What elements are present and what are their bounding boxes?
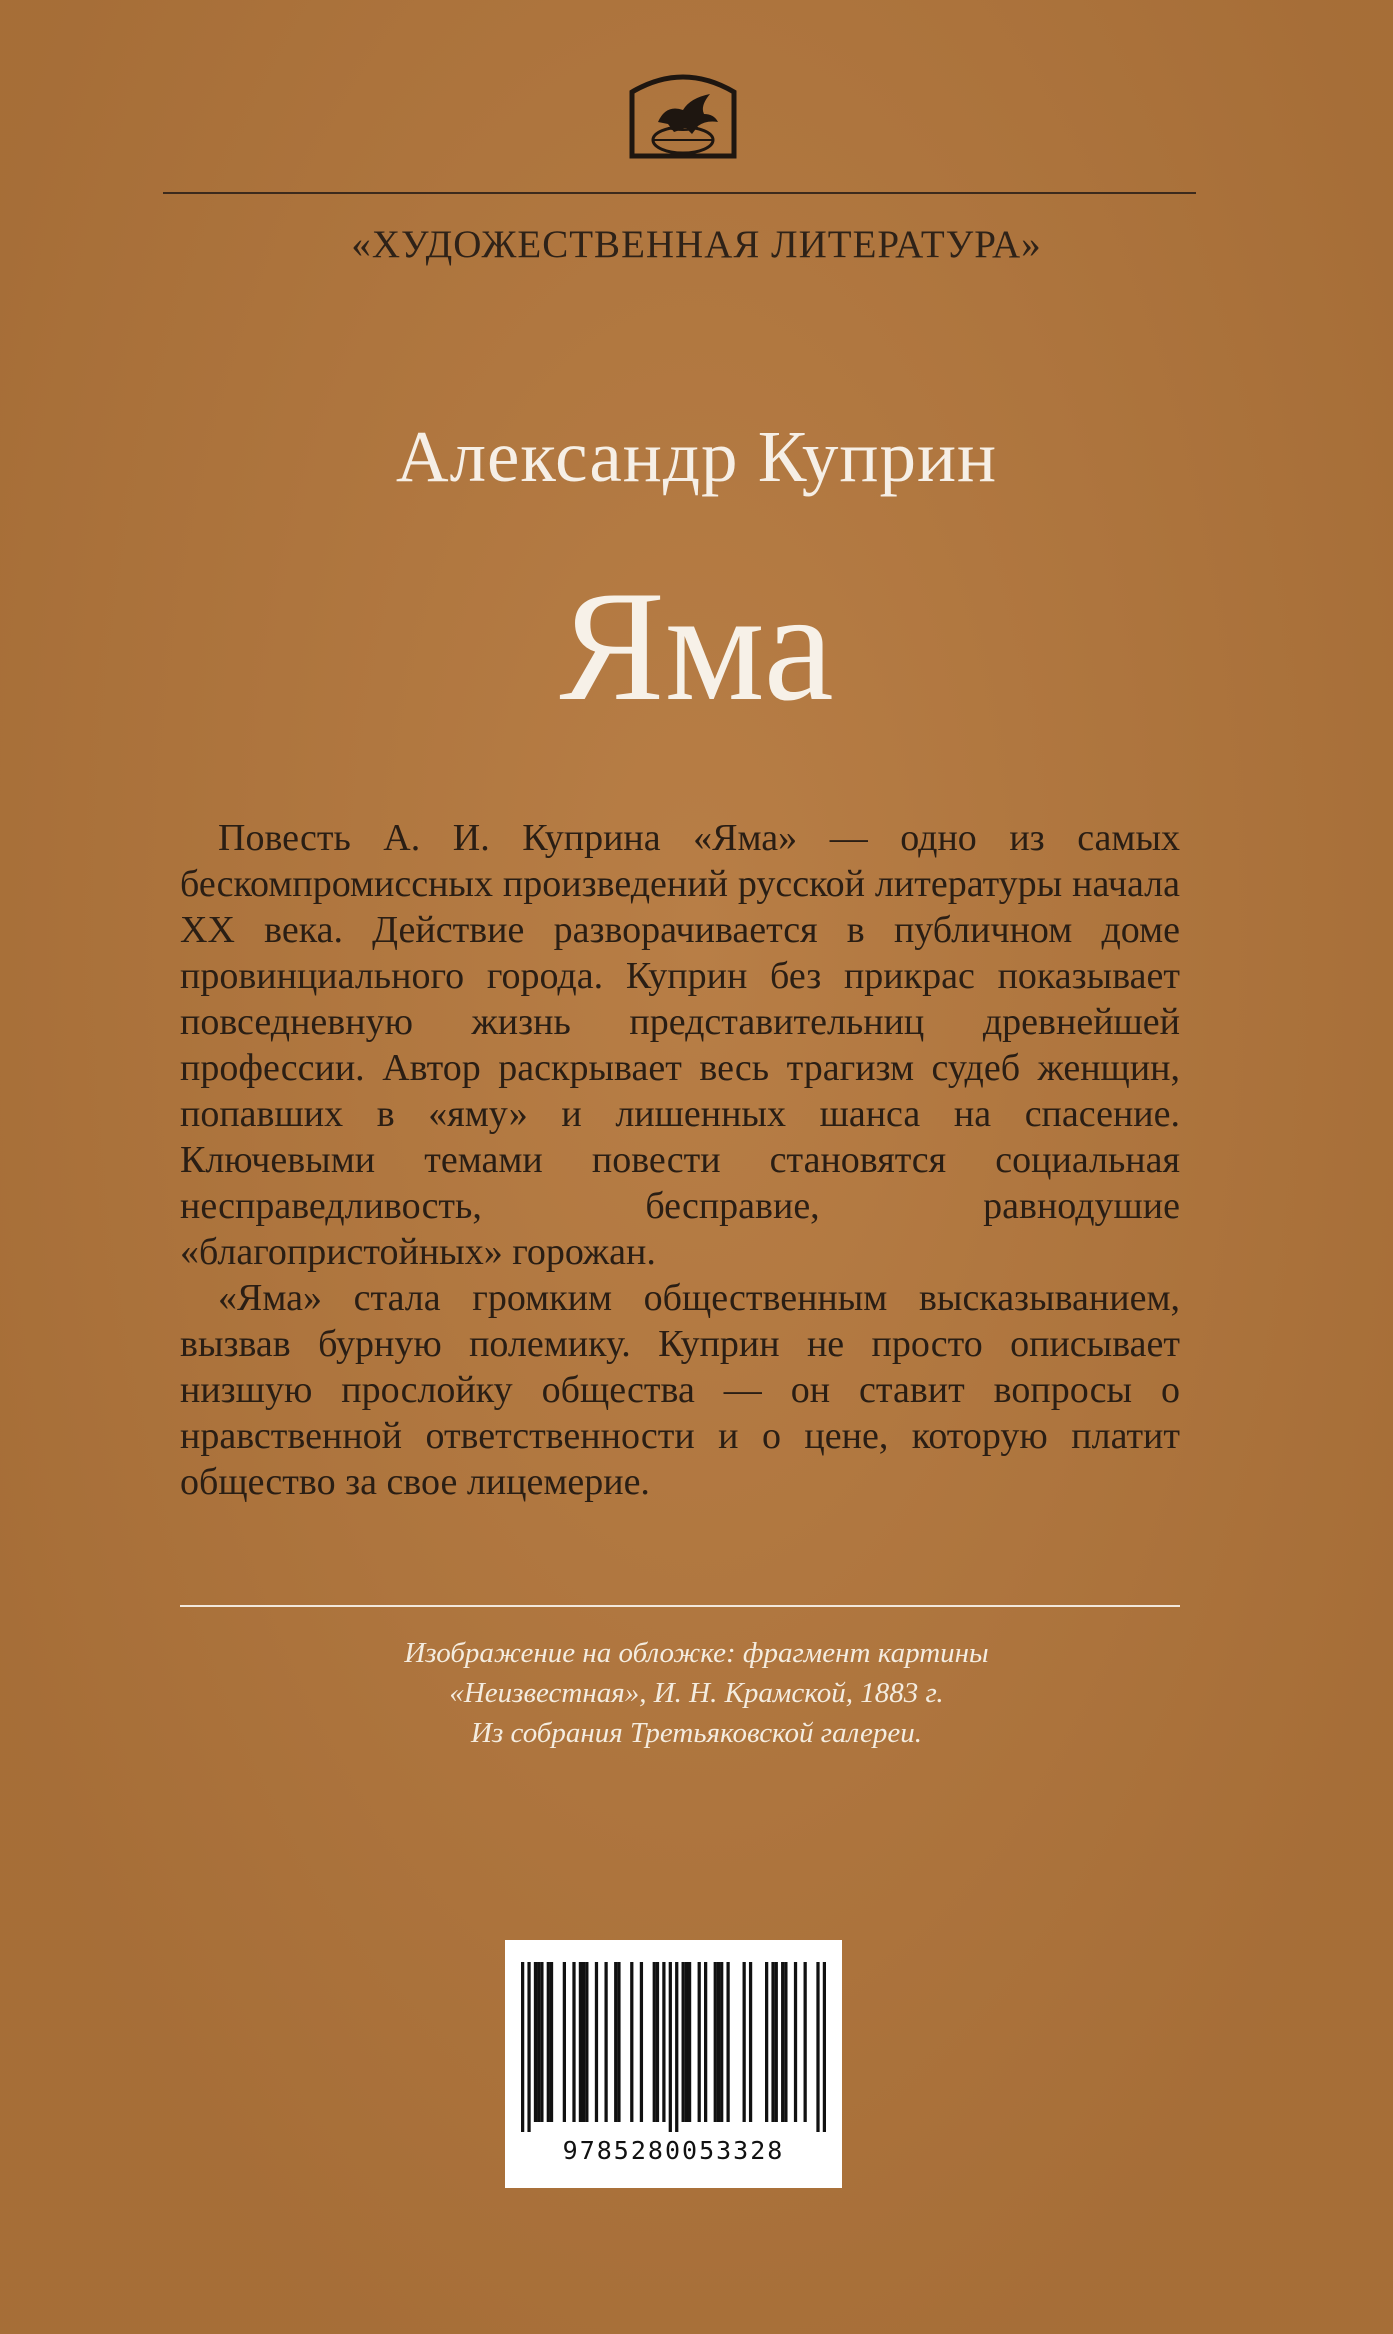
barcode-bar	[704, 1962, 707, 2122]
barcode-bar	[640, 1962, 643, 2122]
barcode-bar	[765, 1962, 768, 2122]
barcode-bar	[521, 1962, 524, 2132]
isbn-barcode	[505, 1940, 842, 2188]
barcode-bars	[521, 1962, 826, 2132]
barcode-bar	[781, 1962, 784, 2122]
barcode-bar	[604, 1962, 607, 2122]
barcode-bar	[771, 1962, 774, 2122]
barcode-bar	[656, 1962, 659, 2122]
barcode-bar	[540, 1962, 543, 2122]
barcode-bar	[794, 1962, 797, 2122]
top-divider	[163, 192, 1196, 194]
barcode-bar	[743, 1962, 746, 2122]
author-name: Александр Куприн	[395, 416, 998, 497]
barcode-bar	[775, 1962, 778, 2122]
barcode-bar	[726, 1962, 729, 2122]
barcode-bar	[579, 1962, 582, 2122]
middle-divider	[180, 1605, 1180, 1607]
barcode-bar	[550, 1962, 553, 2122]
barcode-bar	[595, 1962, 598, 2122]
barcode-bar	[720, 1962, 723, 2122]
barcode-bar	[537, 1962, 540, 2122]
barcode-bar	[585, 1962, 588, 2122]
barcode-bar	[669, 1962, 672, 2132]
credit-line-1: Изображение на обложке: фрагмент картины	[404, 1637, 989, 1669]
barcode-bar	[685, 1962, 688, 2122]
barcode-bar	[653, 1962, 656, 2122]
barcode-bar	[749, 1962, 752, 2122]
barcode-bar	[630, 1962, 633, 2122]
barcode-bar	[804, 1962, 807, 2122]
barcode-bar	[823, 1962, 826, 2132]
barcode-bar	[527, 1962, 530, 2132]
barcode-bar	[784, 1962, 787, 2122]
isbn-number: 9785280053328	[562, 2136, 785, 2165]
credit-line-3: Из собрания Третьяковской галереи.	[471, 1717, 922, 1749]
barcode-bar	[682, 1962, 685, 2122]
barcode-bar	[816, 1962, 819, 2132]
barcode-bar	[688, 1962, 691, 2122]
book-title: Яма	[559, 559, 834, 734]
barcode-bar	[662, 1962, 665, 2122]
book-description	[180, 815, 1180, 1505]
barcode-bar	[582, 1962, 585, 2122]
description-paragraph-1: Повесть А. И. Куприна «Яма» — одно из самых бескомпромиссных произведений русской литературы начала XX века. Действие разворачивается в публичном доме провинциального города. Куприн без прикрас показывает повседневную жизнь представительниц древнейшей профессии. Автор раскрывает весь трагизм судеб женщин, попавших в «яму» и лишенных шанса на спасение. Ключевыми темами повести становятся социальная несправедливость, бесправие, равнодушие «благопристойных» горожан.	[180, 817, 1180, 1273]
cover-image-credit	[0, 1633, 1393, 1753]
barcode-bar	[614, 1962, 617, 2122]
barcode-bar	[534, 1962, 537, 2122]
barcode-bar	[717, 1962, 720, 2122]
barcode-bar	[563, 1962, 566, 2122]
barcode-bar	[572, 1962, 575, 2122]
barcode-bar	[675, 1962, 678, 2132]
pegasus-globe-logo-icon	[628, 70, 738, 160]
barcode-bar	[617, 1962, 620, 2122]
barcode-bar	[714, 1962, 717, 2122]
barcode-bar	[698, 1962, 701, 2122]
series-title: «ХУДОЖЕСТВЕННАЯ ЛИТЕРАТУРА»	[351, 223, 1042, 266]
barcode-bar	[547, 1962, 550, 2122]
description-paragraph-2: «Яма» стала громким общественным высказыванием, вызвав бурную полемику. Куприн не просто описывает низшую прослойку общества — он ставит вопросы о нравственной ответственности и о цене, которую платит общество за свое лицемерие.	[180, 1277, 1180, 1503]
credit-line-2: «Неизвестная», И. Н. Крамской, 1883 г.	[449, 1677, 944, 1709]
